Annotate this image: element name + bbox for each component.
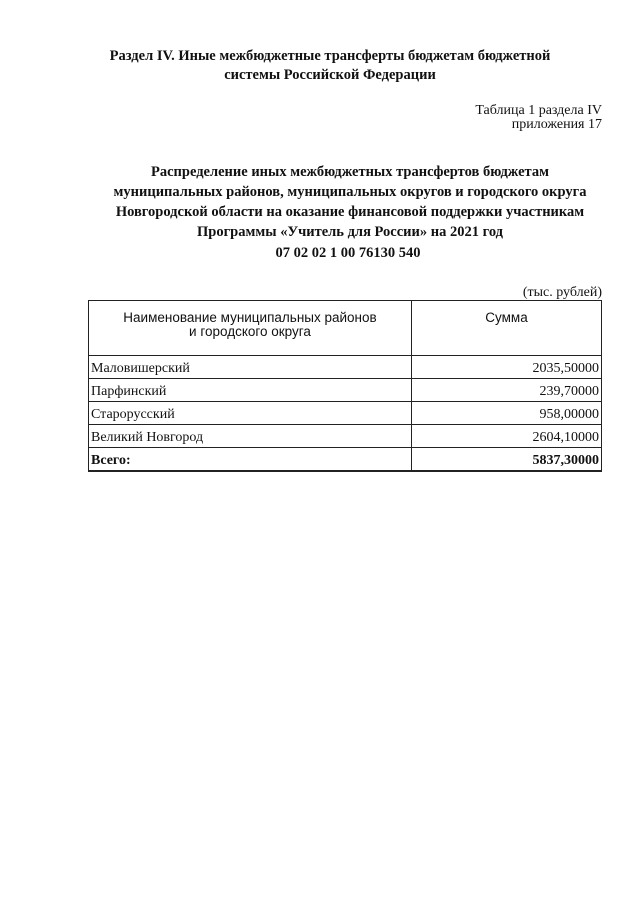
header-name-line-1: Наименование муниципальных районов: [123, 310, 377, 325]
total-sum-cell: 5837,30000: [412, 448, 602, 472]
distribution-title: [90, 162, 610, 242]
row-name-cell: Маловишерский: [89, 356, 412, 379]
table-total-row: [89, 448, 602, 472]
units-label: (тыс. рублей): [522, 285, 602, 300]
table-row: [89, 425, 602, 448]
row-sum-cell: 2604,10000: [412, 425, 602, 448]
total-label-cell: Всего:: [89, 448, 412, 472]
distribution-title-line-4: Программы «Учитель для России» на 2021 год: [197, 224, 503, 240]
table-row: [89, 356, 602, 379]
distribution-title-line-3: Новгородской области на оказание финансовой поддержки участникам: [115, 204, 585, 220]
header-name-cell: [89, 301, 412, 356]
table-reference-line-2: приложения 17: [511, 117, 602, 132]
section-title: [100, 47, 560, 85]
table-row: [89, 402, 602, 425]
row-name-cell: Старорусский: [89, 402, 412, 425]
table-reference: [475, 104, 602, 132]
row-sum-cell: 958,00000: [412, 402, 602, 425]
table-header-row: [89, 301, 602, 356]
row-name-cell: Великий Новгород: [89, 425, 412, 448]
section-title-line-1: Раздел IV. Иные межбюджетные трансферты бюджетам бюджетной: [109, 48, 551, 64]
row-name-cell: Парфинский: [89, 379, 412, 402]
header-sum-cell: Сумма: [412, 301, 602, 356]
distribution-table: [88, 300, 602, 472]
section-title-line-2: системы Российской Федерации: [224, 67, 436, 83]
table-reference-line-1: Таблица 1 раздела IV: [475, 103, 602, 118]
budget-classification-code: 07 02 02 1 00 76130 540: [275, 245, 421, 261]
distribution-title-line-1: Распределение иных межбюджетных трансфертов бюджетам: [151, 164, 549, 180]
table-row: [89, 379, 602, 402]
distribution-title-line-2: муниципальных районов, муниципальных округов и городского округа: [113, 184, 587, 200]
row-sum-cell: 2035,50000: [412, 356, 602, 379]
header-name-line-2: и городского округа: [189, 324, 311, 339]
row-sum-cell: 239,70000: [412, 379, 602, 402]
